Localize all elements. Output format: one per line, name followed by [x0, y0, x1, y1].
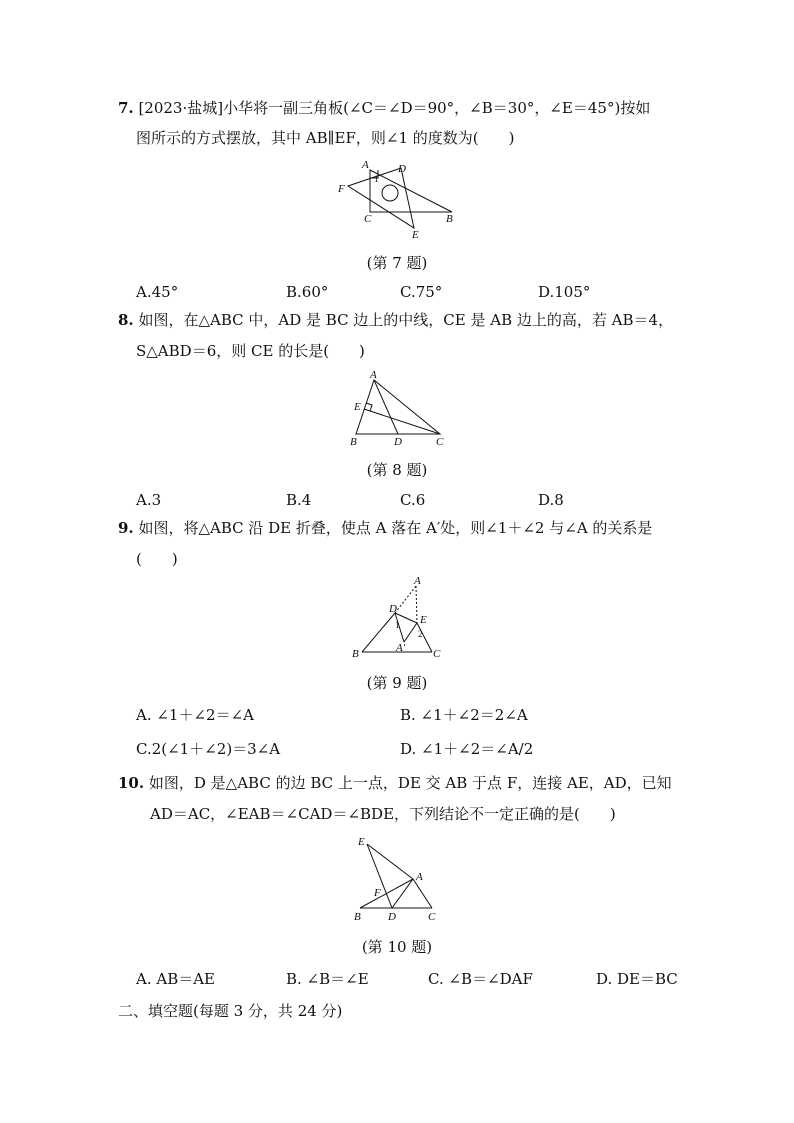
q8-option-c: C.6 — [400, 491, 426, 509]
q10-text-line1: 如图，D 是△ABC 的边 BC 上一点，DE 交 AB 于点 F，连接 AE，AD，已知 — [148, 774, 672, 792]
q7-option-d: D.105° — [538, 283, 591, 301]
q10-label-f: F — [374, 887, 381, 899]
q10-option-d: D. DE＝BC — [596, 970, 678, 988]
section-heading: 二、填空题(每题 3 分，共 24 分) — [118, 1002, 343, 1020]
q7-label-d: D — [398, 163, 406, 175]
q9-number: 9. — [118, 519, 134, 537]
q8-option-a: A.3 — [136, 491, 162, 509]
q9-label-d: D — [389, 603, 397, 615]
q7-number: 7. — [118, 99, 134, 117]
q8-option-b: B.4 — [286, 491, 312, 509]
q9-label-c: C — [433, 648, 441, 660]
q7-label-c: C — [364, 213, 372, 225]
q10-label-e: E — [358, 836, 365, 848]
q10-label-c: C — [428, 911, 436, 923]
q9-option-c: C.2(∠1＋∠2)＝3∠A — [136, 740, 281, 758]
q9-option-b: B. ∠1＋∠2＝2∠A — [400, 706, 528, 724]
q10-option-a: A. AB＝AE — [136, 970, 216, 988]
q8-label-d: D — [394, 436, 402, 448]
q9-option-d: D. ∠1＋∠2＝∠A/2 — [400, 740, 534, 758]
q10-option-c: C. ∠B＝∠DAF — [428, 970, 533, 988]
q7-label-b: B — [446, 213, 453, 225]
q7-label-e: E — [412, 229, 419, 241]
q7-label-a: A — [362, 159, 369, 171]
q7-label-1: 1 — [374, 174, 379, 184]
q10-option-b: B. ∠B＝∠E — [286, 970, 369, 988]
q8-label-c: C — [436, 436, 444, 448]
q7-text-line1: [2023·盐城]小华将一副三角板(∠C＝∠D＝90°，∠B＝30°，∠E＝45°)按如 — [138, 99, 651, 117]
q8-label-e: E — [354, 401, 361, 413]
q7-label-f: F — [338, 183, 345, 195]
q10-segment-ac — [413, 879, 432, 908]
q9-label-1: 1 — [395, 620, 400, 630]
q7-text-line2: 图所示的方式摆放，其中 AB∥EF，则∠1 的度数为( ) — [136, 129, 515, 147]
q10-number: 10. — [118, 774, 145, 792]
q9-caption: (第 9 题) — [366, 674, 428, 692]
q7-option-b: B.60° — [286, 283, 329, 301]
q9-label-a: A — [414, 575, 421, 587]
q8-option-d: D.8 — [538, 491, 564, 509]
q9-label-e: E — [420, 614, 427, 626]
q9-label-b: B — [352, 648, 359, 660]
q8-number: 8. — [118, 311, 134, 329]
q7-option-c: C.75° — [400, 283, 443, 301]
q8-text-line1: 如图，在△ABC 中，AD 是 BC 边上的中线，CE 是 AB 边上的高，若 AB＝4， — [138, 311, 674, 329]
q10-caption: (第 10 题) — [361, 938, 433, 956]
q8-label-a: A — [370, 369, 377, 381]
q7-option-a: A.45° — [136, 283, 179, 301]
q8-text-line2: S△ABD＝6，则 CE 的长是( ) — [136, 342, 365, 360]
q10-label-b: B — [354, 911, 361, 923]
q10-label-a: A — [416, 871, 423, 883]
q10-text-line2: AD＝AC，∠EAB＝∠CAD＝∠BDE，下列结论不一定正确的是( ) — [150, 805, 616, 823]
q8-caption: (第 8 题) — [366, 461, 428, 479]
q8-label-b: B — [350, 436, 357, 448]
q7-caption: (第 7 题) — [366, 254, 428, 272]
q9-text-line2: ( ) — [136, 550, 178, 568]
q9-label-a-prime: A′ — [396, 642, 406, 654]
q10-label-d: D — [388, 911, 396, 923]
q9-text-line1: 如图，将△ABC 沿 DE 折叠，使点 A 落在 A′处，则∠1＋∠2 与∠A 的关系是 — [138, 519, 653, 537]
q10-segment-ad — [392, 879, 413, 908]
q9-label-2: 2 — [418, 629, 423, 639]
q9-option-a: A. ∠1＋∠2＝∠A — [136, 706, 254, 724]
